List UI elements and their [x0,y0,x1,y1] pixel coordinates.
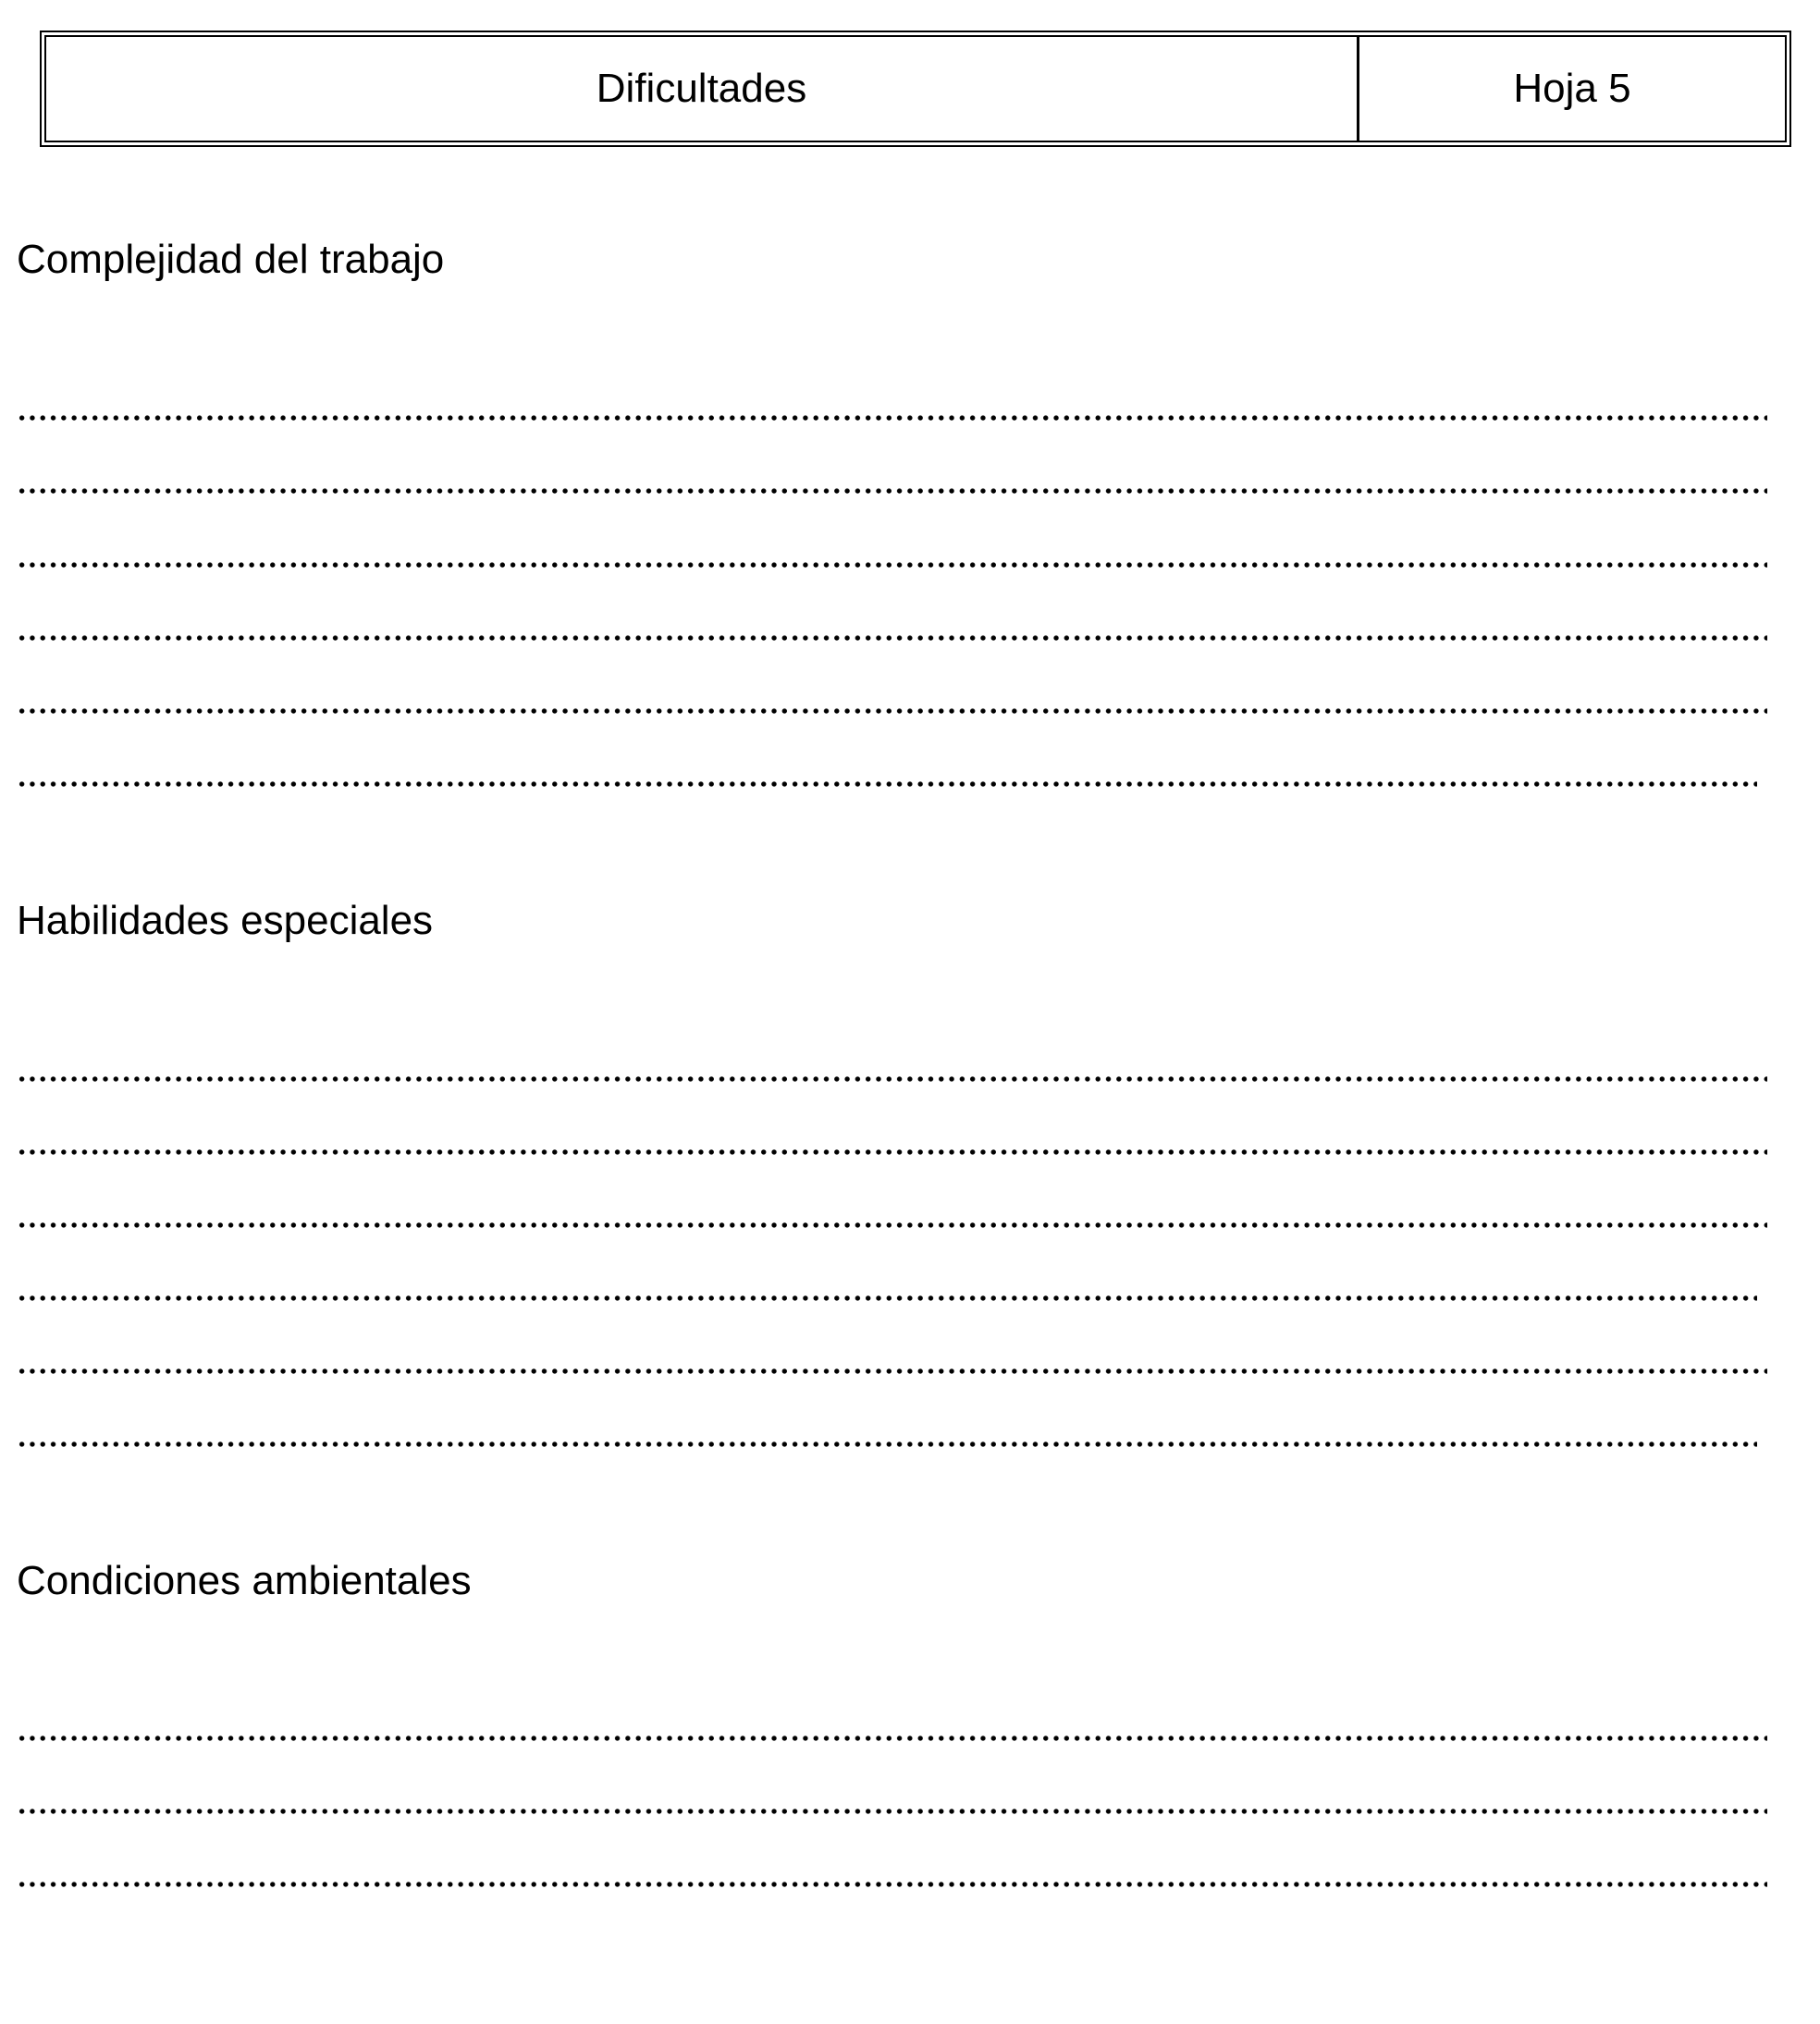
blank-line[interactable] [17,633,1767,643]
blank-line[interactable] [17,706,1767,716]
section-heading-complejidad: Complejidad del trabajo [17,237,445,282]
blank-line[interactable] [17,1147,1767,1157]
blank-line[interactable] [17,413,1767,423]
page-title: Dificultades [46,37,1359,141]
blank-line[interactable] [17,1807,1767,1816]
blank-line[interactable] [17,1367,1767,1376]
blank-line[interactable] [17,1880,1767,1889]
blank-line[interactable] [17,1734,1767,1743]
header-row [46,37,1785,141]
section-heading-condiciones: Condiciones ambientales [17,1558,472,1603]
blank-line[interactable] [17,1440,1757,1449]
blank-line[interactable] [17,1294,1757,1303]
blank-line[interactable] [17,1221,1767,1230]
sheet-label: Hoja 5 [1513,66,1631,111]
header-box [40,31,1791,147]
section-heading-habilidades: Habilidades especiales [17,898,434,943]
blank-line[interactable] [17,1074,1767,1084]
blank-line[interactable] [17,560,1767,570]
blank-line[interactable] [17,779,1757,789]
blank-line[interactable] [17,486,1767,496]
